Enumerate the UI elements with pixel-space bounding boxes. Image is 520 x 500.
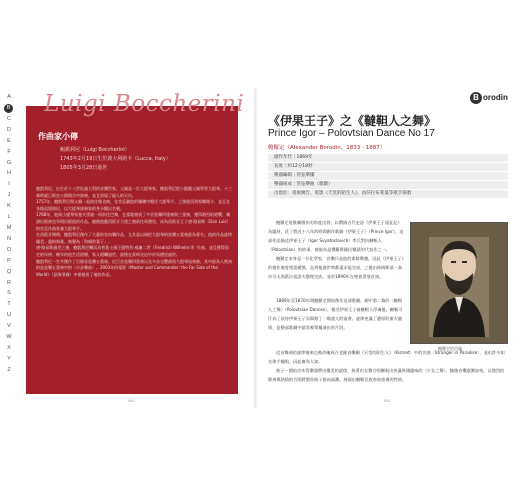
portrait-illustration [429, 237, 489, 337]
index-letter-y: Y [7, 355, 11, 362]
index-letter-t: T [7, 301, 11, 308]
index-letter-e: E [7, 137, 11, 144]
index-letter-u: U [7, 312, 11, 319]
article-paragraph: 鮑羅定從歌劇創作的角度出發，以俄國古代史詩《伊果王子遠征記》為題材，花了將近十八年的時間創作歌劇《伊果王子》（Prince Igor），這部作品描述伊果王子（Igor Svyatoslavich）率兵對抗韃靼人（Polovtsian）的故事，被視為是俄羅斯國民樂派的代表作之一。 [268, 220, 404, 252]
birth-line: 1743年2月19日生於義大利路卡（Lucca, Italy） [60, 156, 171, 162]
composer-badge-text: orodin [483, 93, 508, 102]
biography-body [36, 186, 232, 278]
bio-paragraph: 唐·路易斯過世之後，鮑凱利尼轉而為普魯士國王腓特烈·威廉二世（Friedrich Wilhelm II）作曲，並且獲得固定的年俸。晚年的他生活困頓，家人相繼過世，最後在貧病交迫中於馬德里過世。 [36, 245, 229, 257]
death-line: 1805年3月28日逝世 [60, 165, 108, 171]
biography-title: 作曲家小傳 [38, 132, 78, 141]
index-letter-r: R [7, 279, 11, 286]
article-paragraph: 1869年至1870年間鮑羅定開始創作這部歌劇。劇中第二幕的〈韃靼人之舞〉（Polovtsian Dances），描述伊果王子被韃靼人俘虜後，韃靼可汗為了款待伊果王子而舉辦了一場盛大的宴會。旋律充滿了濃厚的東方風情，是整部歌劇中最常被單獨演出的片段。 [268, 298, 403, 330]
composer-portrait [410, 222, 508, 344]
index-letter-w: W [6, 334, 12, 341]
index-letter-j: J [7, 192, 11, 199]
article-paragraph: 這首舞曲的旋律後來也被改編成百老匯音樂劇《天堂的陌生人》（Kismet）中的名曲〈Stranger in Paradise〉，並由許多知名歌手翻唱，因此廣為人知。 [268, 350, 505, 364]
article-body-bottom [268, 348, 508, 384]
index-letter-n: N [7, 235, 11, 242]
info-row: 樂器編制｜管弦樂團 [268, 172, 508, 181]
composer-name-line: 鮑凱利尼（Luigi Boccherini） [60, 147, 130, 153]
index-letter-s: S [7, 290, 11, 297]
index-letter-h: H [7, 170, 11, 177]
bio-paragraph: 鮑凱利尼，出生於十八世紀義大利的音樂世家，父親是一位大提琴家，鮑凱利尼從小跟隨父親學習大提琴，十三歲時就已經在公開場合中演奏，並且展現了過人的天份。 [36, 186, 232, 198]
bio-paragraph: 在西班牙期間，鮑凱利尼創作了大量的室內樂作品，尤其是以兩把大提琴的弦樂五重奏最為著名。他的作品旋律優美、風格典雅，被譽為「海頓的妻子」。 [36, 232, 232, 244]
index-letter-d: D [7, 126, 11, 133]
index-letter-b: B [4, 104, 13, 113]
info-row: 長度｜約12分18秒 [268, 163, 508, 172]
index-letter-q: Q [6, 268, 12, 275]
composer-line: 鮑羅定（Alexander Borodin，1833 - 1887） [268, 145, 386, 151]
bio-paragraph: 1757年，鮑凱利尼與父親一起前往維也納，在宮廷劇院的樂團中擔任大提琴手。之後他回到家鄉路卡，並且在各地巡迴演出，以大提琴演奏家的身分闖出名號。 [36, 199, 231, 211]
bio-paragraph: 1768年，他與小提琴家曼夫雷迪一同前往巴黎，在當地發表了多首弦樂四重奏與三重奏，獲得熱烈的迴響，樂譜出版商也爭相出版他的作品。隨後他應西班牙大使之邀前往馬德里，成為西班牙王子唐·路易斯（Don Luis）的宮廷作曲家兼大提琴手。 [36, 212, 231, 231]
index-letter-v: V [7, 323, 11, 330]
article-paragraph: 鮑羅定本身是一位化學家，音樂只是他的業餘興趣，因此《伊果王子》的創作進度相當緩慢，直到他過世時都還未能完成，之後由林姆斯基－高沙可夫與葛拉祖諾夫整理完成，並於1890年在聖彼得堡首演。 [268, 256, 404, 279]
decorative-composer-name: Luigi Boccherini [44, 91, 245, 117]
composer-initial-badge: B [470, 92, 482, 104]
info-row: 出現於：電視廣告、電影《天堂的陌生人》、由莎拉布萊曼等歌手演唱 [268, 190, 508, 199]
right-page-number: 061 [384, 398, 391, 403]
index-letter-f: F [7, 148, 11, 155]
index-letter-l: L [7, 214, 11, 221]
index-letter-z: Z [7, 366, 11, 373]
portrait-caption: 鮑羅定的肖像。 [438, 346, 466, 351]
index-letter-p: P [7, 257, 11, 264]
index-letter-i: I [8, 181, 10, 188]
index-letter-x: X [7, 344, 11, 351]
article-body-top [268, 218, 404, 281]
bio-paragraph: 鮑凱利尼一生共創作了百餘首弦樂五重奏、近百首弦樂四重奏以及多首交響曲與大提琴協奏曲，其中最為人熟知的是弦樂五重奏中的〈小步舞曲〉。2003年的電影《Master and Commander: the Far Side of the World》（怒海爭鋒）中便使用了他的作品。 [36, 258, 232, 277]
info-row: 樂器組成｜管弦樂曲（歌劇） [268, 181, 508, 190]
piece-title: 《伊果王子》之《韃靼人之舞》 [268, 114, 437, 128]
alphabet-index [4, 92, 14, 376]
piece-subtitle: Prince Igor – Polovtsian Dance No 17 [268, 128, 435, 139]
index-letter-c: C [7, 115, 11, 122]
article-body-mid [268, 296, 404, 332]
index-letter-k: K [7, 203, 11, 210]
left-page-number: 060 [128, 398, 135, 403]
article-paragraph: 曲子一開始由木管樂器帶出優美的旋律，接著由女聲合唱團唱出充滿異國風味的〈少女之舞〉，隨後音樂逐漸加快，以強烈的節奏與熱情的合唱將整首曲子推向高潮，展現出韃靼民族奔放豪邁的性格。 [268, 368, 505, 382]
info-row: 創作年代｜1869年 [268, 154, 508, 163]
piece-info-box [268, 154, 508, 198]
index-letter-g: G [6, 159, 12, 166]
index-letter-a: A [7, 94, 11, 100]
index-letter-m: M [6, 224, 12, 231]
index-letter-o: O [6, 246, 12, 253]
